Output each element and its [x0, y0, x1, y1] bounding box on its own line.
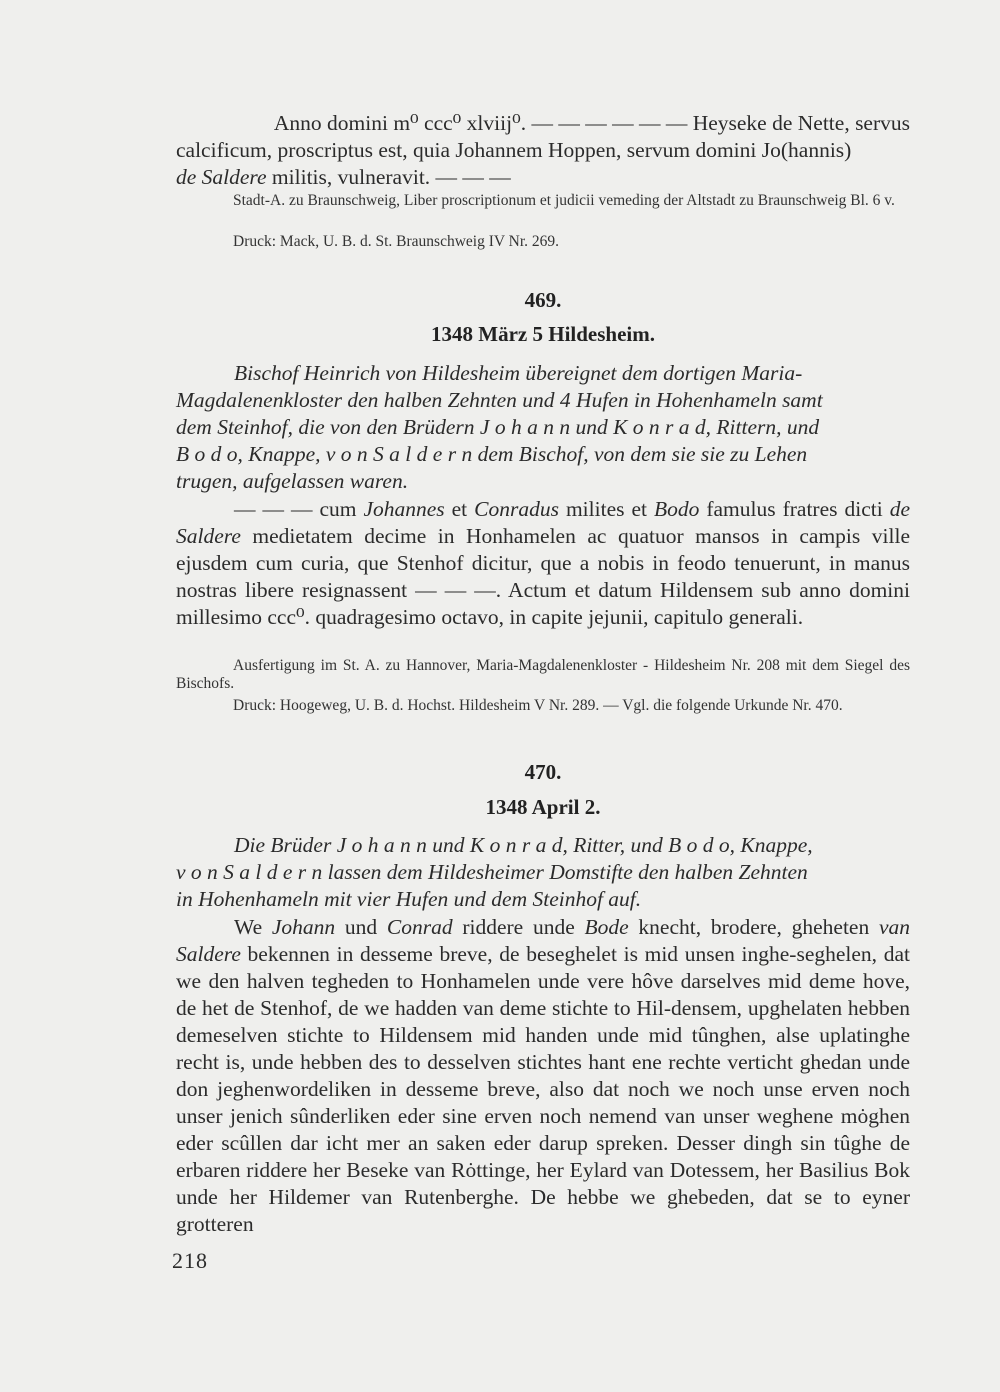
entry-470-date: 1348 April 2. [485, 795, 601, 819]
prev-entry-print: Druck: Mack, U. B. d. St. Braunschweig IV Nr. 269. [233, 233, 560, 250]
entry-470-summary [176, 832, 910, 913]
entry-469-date: 1348 März 5 Hildesheim. [431, 322, 655, 346]
prev-entry-name: de Saldere [176, 165, 267, 189]
person-name: Johann [271, 915, 336, 939]
person-name: Johannes [363, 497, 445, 521]
prev-entry-line [176, 164, 910, 191]
entry-470-number: 470. [524, 760, 562, 784]
text-run: knecht, brodere, gheheten [628, 915, 879, 939]
page-number: 218 [172, 1248, 208, 1273]
family-name: de Saldere [176, 497, 910, 548]
prev-entry-source: Stadt-A. zu Braunschweig, Liber proscriptionum et judicii vemeding der Altstadt zu Braunschweig Bl. 6 v. [233, 192, 895, 209]
person-name: Conrad [386, 915, 453, 939]
summary-line: B o d o, Knappe, v o n S a l d e r n dem Bischof, von dem sie sie zu Lehen [176, 442, 808, 466]
entry-469-text [176, 496, 910, 631]
summary-line: in Hohenhameln mit vier Hufen und dem Steinhof auf. [176, 887, 642, 911]
person-name: Conradus [474, 497, 559, 521]
prev-entry-line: Anno domini m⁰ ccc⁰ xlviij⁰. — — — — — — Heyseke de Nette, servus [273, 111, 910, 135]
summary-line: trugen, aufgelassen waren. [176, 469, 409, 493]
text-run: milites et [558, 497, 654, 521]
entry-469-print: Druck: Hoogeweg, U. B. d. Hochst. Hildesheim V Nr. 289. — Vgl. die folgende Urkunde Nr. 470. [233, 697, 843, 714]
summary-line: Magdalenenkloster den halben Zehnten und 4 Hufen in Hohenhameln samt [176, 388, 823, 412]
text-run: und [335, 915, 387, 939]
family-name: van Saldere [176, 915, 910, 966]
prev-entry-line: calcificum, proscriptus est, quia Johannem Hoppen, servum domini Jo(hannis) [176, 138, 852, 162]
prev-entry-tail: militis, vulneravit. — — — [266, 165, 511, 189]
person-name: Bodo [653, 497, 700, 521]
text-run: — — — cum [234, 497, 364, 521]
text-run: et [444, 497, 475, 521]
text-run: medietatem decime in Honhamelen ac quatuor mansos in campis ville ejusdem cum curia, que Stenhof dicitur, que a nobis in feodo tenuerunt, in manus nostras libere resignassent — — —. Actum et datum Hildensem sub anno domini millesimo ccc⁰. quadragesimo octavo, in capite jejunii, capitulo generali. [176, 524, 910, 629]
text-run: bekennen in desseme breve, de beseghelet is mid unsen inghe-seghelen, dat we den halven tegheden to Honhamelen unde vere hôve darselves mid deme hove, de het de Stenhof, de we hadden van deme stichte to Hil-densem, upghelaten hebben demeselven stichte to Hildensem mid handen unde mid tûnghen, alse uplatinghe recht is, unde hebben des to desselven stichtes hant ene rechte verticht ghedan unde don jeghenwordeliken in desseme breve, also dat noch we noch unse erven noch unser jenich sûnderliken eder sine erven noch nemend van unser weghene mȯghen eder scûllen dar icht mer an saken eder darup spreken. Desser dingh sin tûghe de erbaren riddere her Beseke van Rȯttinge, her Eylard van Dotessem, her Basilius Bok unde her Hildemer van Rutenberghe. De hebbe we ghebeden, dat se to eyner grotteren [176, 942, 910, 1236]
text-run: famulus fratres dicti [699, 497, 890, 521]
entry-469-summary [176, 360, 910, 495]
text-run: We [234, 915, 272, 939]
text-run: riddere unde [452, 915, 585, 939]
entry-469-number: 469. [524, 288, 562, 312]
summary-line: Bischof Heinrich von Hildesheim übereignet dem dortigen Maria- [234, 361, 803, 385]
summary-line: dem Steinhof, die von den Brüdern J o h a n n und K o n r a d, Rittern, und [176, 415, 820, 439]
summary-line: v o n S a l d e r n lassen dem Hildesheimer Domstifte den halben Zehnten [176, 860, 808, 884]
entry-469-source: Ausfertigung im St. A. zu Hannover, Maria-Magdalenenkloster - Hildesheim Nr. 208 mit dem Siegel des Bischofs. [176, 657, 910, 692]
entry-470-text [176, 914, 910, 1238]
person-name: Bode [584, 915, 629, 939]
prev-entry-text [176, 110, 910, 191]
summary-line: Die Brüder J o h a n n und K o n r a d, Ritter, und B o d o, Knappe, [234, 833, 813, 857]
